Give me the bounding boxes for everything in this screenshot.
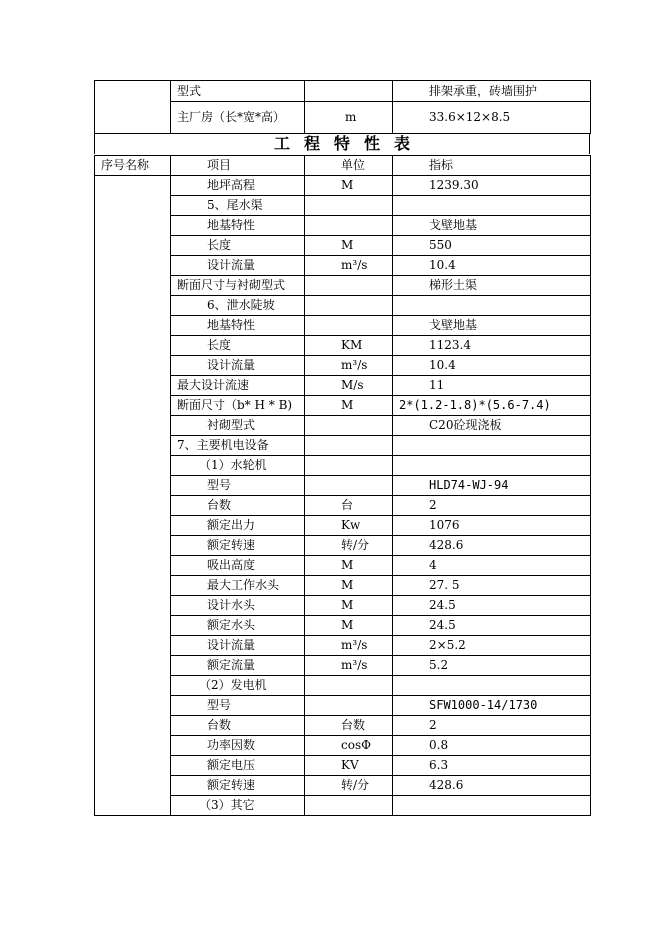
unit-cell: M: [305, 616, 393, 636]
item-cell: 设计流量: [171, 256, 305, 276]
value-cell: 梯形土渠: [393, 276, 591, 296]
value-cell: 戈壁地基: [393, 216, 591, 236]
unit-cell: 转/分: [305, 776, 393, 796]
value-cell: 戈壁地基: [393, 316, 591, 336]
value-cell: 10.4: [393, 256, 591, 276]
unit-cell: M/s: [305, 376, 393, 396]
item-cell: 台数: [171, 716, 305, 736]
value-cell: [393, 436, 591, 456]
item-cell: 最大工作水头: [171, 576, 305, 596]
seq-cell: [95, 81, 171, 134]
unit-cell: [305, 316, 393, 336]
value-cell: 1076: [393, 516, 591, 536]
unit-cell: M: [305, 596, 393, 616]
header-unit: 单位: [305, 156, 393, 176]
header-item: 项目: [171, 156, 305, 176]
table-title: 工程特性表: [94, 134, 590, 154]
item-cell: 最大设计流速: [171, 376, 305, 396]
unit-cell: [305, 476, 393, 496]
seq-cell: [95, 176, 171, 816]
value-cell: 11: [393, 376, 591, 396]
item-cell: 额定转速: [171, 536, 305, 556]
value-cell: 2*(1.2-1.8)*(5.6-7.4): [393, 396, 591, 416]
item-cell: 地基特性: [171, 216, 305, 236]
unit-cell: KM: [305, 336, 393, 356]
value-cell: 24.5: [393, 616, 591, 636]
table-row: [95, 176, 591, 196]
value-cell: 5.2: [393, 656, 591, 676]
item-cell: 衬砌型式: [171, 416, 305, 436]
item-cell: 长度: [171, 236, 305, 256]
table-row: [95, 81, 591, 102]
item-cell: 设计流量: [171, 356, 305, 376]
unit-cell: M: [305, 176, 393, 196]
item-cell: 断面尺寸与衬砌型式: [171, 276, 305, 296]
item-cell: 额定出力: [171, 516, 305, 536]
item-cell: 5、尾水渠: [171, 196, 305, 216]
unit-cell: [305, 436, 393, 456]
value-cell: SFW1000-14/1730: [393, 696, 591, 716]
value-cell: C20砼现浇板: [393, 416, 591, 436]
unit-cell: [305, 416, 393, 436]
item-cell: （3）其它: [171, 796, 305, 816]
unit-cell: m³/s: [305, 636, 393, 656]
item-cell: 额定流量: [171, 656, 305, 676]
item-cell: 地坪高程: [171, 176, 305, 196]
item-cell: 型式: [171, 81, 305, 102]
item-cell: 台数: [171, 496, 305, 516]
value-cell: 2: [393, 716, 591, 736]
unit-cell: [305, 676, 393, 696]
unit-cell: m³/s: [305, 656, 393, 676]
unit-cell: m³/s: [305, 256, 393, 276]
item-cell: 设计水头: [171, 596, 305, 616]
header-value: 指标: [393, 156, 591, 176]
value-cell: 4: [393, 556, 591, 576]
item-cell: 长度: [171, 336, 305, 356]
value-cell: [393, 196, 591, 216]
unit-cell: m³/s: [305, 356, 393, 376]
unit-cell: [305, 196, 393, 216]
item-cell: 额定电压: [171, 756, 305, 776]
unit-cell: [305, 296, 393, 316]
item-cell: 功率因数: [171, 736, 305, 756]
engineering-characteristics-table: [94, 155, 591, 816]
item-cell: 额定转速: [171, 776, 305, 796]
unit-cell: [305, 81, 393, 102]
value-cell: 24.5: [393, 596, 591, 616]
value-cell: [393, 296, 591, 316]
unit-cell: 台: [305, 496, 393, 516]
value-cell: 550: [393, 236, 591, 256]
unit-cell: M: [305, 556, 393, 576]
unit-cell: m: [305, 102, 393, 134]
value-cell: 10.4: [393, 356, 591, 376]
value-cell: 排架承重，砖墙围护: [393, 81, 591, 102]
value-cell: 6.3: [393, 756, 591, 776]
item-cell: （2）发电机: [171, 676, 305, 696]
item-cell: 断面尺寸（b* H * B): [171, 396, 305, 416]
item-cell: 型号: [171, 476, 305, 496]
value-cell: 0.8: [393, 736, 591, 756]
item-cell: 额定水头: [171, 616, 305, 636]
value-cell: [393, 676, 591, 696]
value-cell: [393, 796, 591, 816]
unit-cell: 转/分: [305, 536, 393, 556]
value-cell: 428.6: [393, 776, 591, 796]
item-cell: 主厂房（长*宽*高）: [171, 102, 305, 134]
value-cell: 1239.30: [393, 176, 591, 196]
unit-cell: [305, 796, 393, 816]
item-cell: 设计流量: [171, 636, 305, 656]
value-cell: 2: [393, 496, 591, 516]
unit-cell: M: [305, 396, 393, 416]
unit-cell: [305, 456, 393, 476]
item-cell: 7、主要机电设备: [171, 436, 305, 456]
item-cell: （1）水轮机: [171, 456, 305, 476]
header-seq-name: 序号名称: [95, 156, 171, 176]
value-cell: 428.6: [393, 536, 591, 556]
item-cell: 型号: [171, 696, 305, 716]
value-cell: 1123.4: [393, 336, 591, 356]
value-cell: [393, 456, 591, 476]
unit-cell: Kw: [305, 516, 393, 536]
value-cell: 33.6×12×8.5: [393, 102, 591, 134]
item-cell: 吸出高度: [171, 556, 305, 576]
unit-cell: M: [305, 576, 393, 596]
unit-cell: [305, 276, 393, 296]
table-header-row: [95, 156, 591, 176]
unit-cell: KV: [305, 756, 393, 776]
value-cell: 27. 5: [393, 576, 591, 596]
top-continuation-table: [94, 80, 591, 134]
item-cell: 6、泄水陡坡: [171, 296, 305, 316]
unit-cell: [305, 216, 393, 236]
value-cell: 2×5.2: [393, 636, 591, 656]
unit-cell: [305, 696, 393, 716]
unit-cell: M: [305, 236, 393, 256]
unit-cell: cosΦ: [305, 736, 393, 756]
item-cell: 地基特性: [171, 316, 305, 336]
value-cell: HLD74-WJ-94: [393, 476, 591, 496]
unit-cell: 台数: [305, 716, 393, 736]
